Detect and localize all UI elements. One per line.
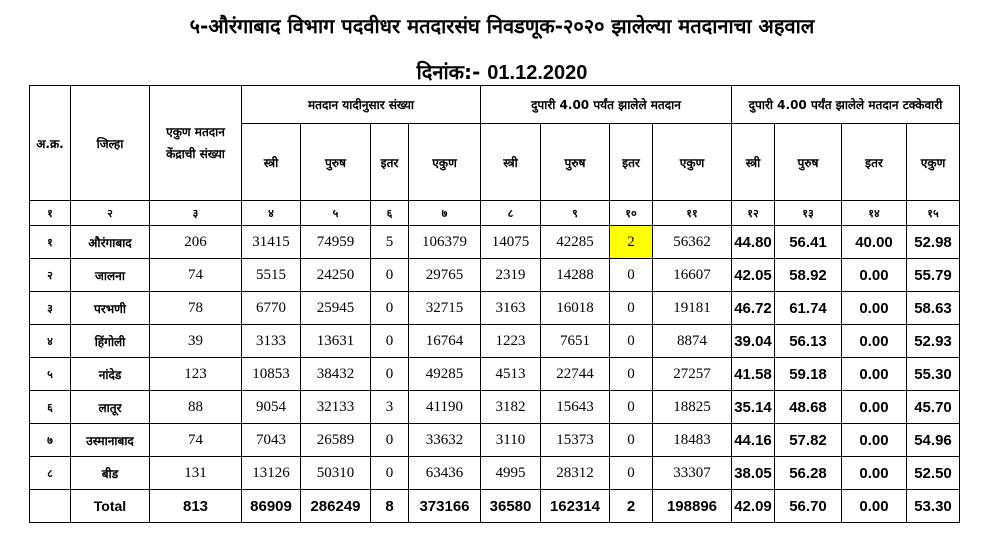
- row-v-f: 13126: [242, 457, 301, 490]
- total-p-t: 198896: [653, 490, 732, 523]
- row-centres: 74: [150, 259, 242, 292]
- row-p-m: 14288: [541, 259, 610, 292]
- row-pc-o: 0.00: [842, 424, 907, 457]
- row-district: लातूर: [71, 391, 150, 424]
- column-index: ८: [481, 201, 541, 226]
- header-percent-till-4pm: दुपारी 4.00 पर्यंत झालेले मतदान टक्केवारी: [732, 86, 960, 124]
- row-pc-m: 56.41: [775, 226, 842, 259]
- row-p-m: 22744: [541, 358, 610, 391]
- header-other: इतर: [371, 124, 409, 201]
- header-female: स्त्री: [481, 124, 541, 201]
- row-centres: 206: [150, 226, 242, 259]
- column-index: ४: [242, 201, 301, 226]
- table-row: [30, 325, 960, 358]
- row-sr-no: २: [30, 259, 71, 292]
- column-index: ७: [409, 201, 481, 226]
- total-v-m: 286249: [301, 490, 371, 523]
- row-pc-t: 45.70: [907, 391, 960, 424]
- total-pc-o: 0.00: [842, 490, 907, 523]
- row-v-o: 0: [371, 358, 409, 391]
- row-pc-o: 0.00: [842, 358, 907, 391]
- row-v-f: 6770: [242, 292, 301, 325]
- row-v-f: 31415: [242, 226, 301, 259]
- column-index: १४: [842, 201, 907, 226]
- row-pc-f: 35.14: [732, 391, 775, 424]
- row-p-o: 2: [610, 226, 653, 259]
- table-row: [30, 292, 960, 325]
- row-v-o: 0: [371, 259, 409, 292]
- row-v-o: 5: [371, 226, 409, 259]
- row-p-t: 18825: [653, 391, 732, 424]
- column-index: १२: [732, 201, 775, 226]
- row-district: बीड: [71, 457, 150, 490]
- row-v-m: 13631: [301, 325, 371, 358]
- header-total: एकुण: [907, 124, 960, 201]
- total-pc-f: 42.09: [732, 490, 775, 523]
- row-v-m: 32133: [301, 391, 371, 424]
- row-v-t: 106379: [409, 226, 481, 259]
- row-p-m: 15643: [541, 391, 610, 424]
- header-male: पुरुष: [301, 124, 371, 201]
- header-other: इतर: [842, 124, 907, 201]
- report-date: [0, 58, 1004, 85]
- row-sr-no: ८: [30, 457, 71, 490]
- row-p-f: 3163: [481, 292, 541, 325]
- date-label: दिनांक:-: [416, 60, 481, 84]
- table-row: [30, 457, 960, 490]
- row-sr-no: ४: [30, 325, 71, 358]
- row-p-o: 0: [610, 424, 653, 457]
- row-p-f: 14075: [481, 226, 541, 259]
- row-pc-m: 56.28: [775, 457, 842, 490]
- row-pc-o: 0.00: [842, 292, 907, 325]
- column-index: २: [71, 201, 150, 226]
- row-pc-f: 44.80: [732, 226, 775, 259]
- row-v-t: 63436: [409, 457, 481, 490]
- row-pc-m: 56.13: [775, 325, 842, 358]
- row-pc-o: 0.00: [842, 325, 907, 358]
- total-pc-m: 56.70: [775, 490, 842, 523]
- row-centres: 88: [150, 391, 242, 424]
- column-index: १: [30, 201, 71, 226]
- row-v-f: 7043: [242, 424, 301, 457]
- total-p-o: 2: [610, 490, 653, 523]
- row-v-m: 50310: [301, 457, 371, 490]
- row-sr-no: १: [30, 226, 71, 259]
- row-p-t: 27257: [653, 358, 732, 391]
- row-district: उस्मानाबाद: [71, 424, 150, 457]
- date-value: 01.12.2020: [487, 62, 588, 84]
- row-pc-t: 52.50: [907, 457, 960, 490]
- row-sr-no: ३: [30, 292, 71, 325]
- row-p-m: 42285: [541, 226, 610, 259]
- report-title: ५-औरंगाबाद विभाग पदवीधर मतदारसंघ निवडणूक-२०२० झालेल्या मतदानाचा अहवाल: [189, 14, 815, 38]
- row-v-t: 49285: [409, 358, 481, 391]
- row-v-t: 29765: [409, 259, 481, 292]
- row-p-f: 4995: [481, 457, 541, 490]
- header-female: स्त्री: [732, 124, 775, 201]
- row-v-t: 41190: [409, 391, 481, 424]
- row-pc-o: 0.00: [842, 391, 907, 424]
- row-v-o: 0: [371, 292, 409, 325]
- total-centres: 813: [150, 490, 242, 523]
- row-p-f: 2319: [481, 259, 541, 292]
- row-p-o: 0: [610, 358, 653, 391]
- row-district: नांदेड: [71, 358, 150, 391]
- total-sr-blank: [30, 490, 71, 523]
- row-p-o: 0: [610, 325, 653, 358]
- row-p-f: 4513: [481, 358, 541, 391]
- header-other: इतर: [610, 124, 653, 201]
- polling-report-table: [29, 85, 960, 523]
- table-row: [30, 391, 960, 424]
- header-district: जिल्हा: [71, 86, 150, 201]
- row-pc-t: 55.30: [907, 358, 960, 391]
- table-row: [30, 259, 960, 292]
- row-v-f: 5515: [242, 259, 301, 292]
- header-female: स्त्री: [242, 124, 301, 201]
- column-index: १५: [907, 201, 960, 226]
- row-pc-t: 52.98: [907, 226, 960, 259]
- row-centres: 78: [150, 292, 242, 325]
- row-p-f: 3182: [481, 391, 541, 424]
- total-label: Total: [71, 490, 150, 523]
- row-pc-m: 59.18: [775, 358, 842, 391]
- row-p-o: 0: [610, 292, 653, 325]
- row-district: औरंगाबाद: [71, 226, 150, 259]
- row-p-t: 18483: [653, 424, 732, 457]
- row-pc-o: 0.00: [842, 259, 907, 292]
- total-v-f: 86909: [242, 490, 301, 523]
- header-male: पुरुष: [541, 124, 610, 201]
- row-pc-o: 40.00: [842, 226, 907, 259]
- column-index: ३: [150, 201, 242, 226]
- row-pc-m: 61.74: [775, 292, 842, 325]
- row-pc-f: 44.16: [732, 424, 775, 457]
- row-pc-o: 0.00: [842, 457, 907, 490]
- row-district: परभणी: [71, 292, 150, 325]
- row-p-m: 28312: [541, 457, 610, 490]
- column-index: १०: [610, 201, 653, 226]
- row-v-t: 32715: [409, 292, 481, 325]
- header-votes-till-4pm: दुपारी 4.00 पर्यंत झालेले मतदान: [481, 86, 732, 124]
- total-row: [30, 490, 960, 523]
- row-pc-f: 41.58: [732, 358, 775, 391]
- row-pc-t: 58.63: [907, 292, 960, 325]
- column-index: ९: [541, 201, 610, 226]
- row-v-f: 9054: [242, 391, 301, 424]
- total-pc-t: 53.30: [907, 490, 960, 523]
- row-sr-no: ५: [30, 358, 71, 391]
- column-index-row: [30, 201, 960, 226]
- row-centres: 123: [150, 358, 242, 391]
- row-v-m: 25945: [301, 292, 371, 325]
- row-pc-t: 54.96: [907, 424, 960, 457]
- row-v-o: 3: [371, 391, 409, 424]
- row-v-m: 24250: [301, 259, 371, 292]
- header-total: एकुण: [409, 124, 481, 201]
- row-v-o: 0: [371, 424, 409, 457]
- row-pc-f: 38.05: [732, 457, 775, 490]
- total-v-o: 8: [371, 490, 409, 523]
- row-v-m: 26589: [301, 424, 371, 457]
- row-centres: 131: [150, 457, 242, 490]
- row-p-f: 1223: [481, 325, 541, 358]
- row-v-o: 0: [371, 325, 409, 358]
- row-v-f: 3133: [242, 325, 301, 358]
- column-index: ६: [371, 201, 409, 226]
- row-v-t: 33632: [409, 424, 481, 457]
- row-district: हिंगोली: [71, 325, 150, 358]
- header-sr-no: अ.क्र.: [30, 86, 71, 201]
- row-centres: 74: [150, 424, 242, 457]
- row-sr-no: ६: [30, 391, 71, 424]
- row-p-t: 56362: [653, 226, 732, 259]
- row-v-m: 38432: [301, 358, 371, 391]
- row-v-m: 74959: [301, 226, 371, 259]
- row-p-t: 8874: [653, 325, 732, 358]
- row-p-m: 16018: [541, 292, 610, 325]
- total-p-f: 36580: [481, 490, 541, 523]
- table-row: [30, 226, 960, 259]
- row-pc-m: 58.92: [775, 259, 842, 292]
- row-p-o: 0: [610, 457, 653, 490]
- header-polling-centres: एकुण मतदान केंद्राची संख्या: [150, 86, 242, 201]
- row-pc-t: 55.79: [907, 259, 960, 292]
- row-sr-no: ७: [30, 424, 71, 457]
- row-p-o: 0: [610, 391, 653, 424]
- row-p-t: 19181: [653, 292, 732, 325]
- header-voter-list-count: मतदान यादीनुसार संख्या: [242, 86, 481, 124]
- row-district: जालना: [71, 259, 150, 292]
- row-v-o: 0: [371, 457, 409, 490]
- row-p-f: 3110: [481, 424, 541, 457]
- header-male: पुरुष: [775, 124, 842, 201]
- row-pc-f: 46.72: [732, 292, 775, 325]
- row-pc-m: 57.82: [775, 424, 842, 457]
- table-row: [30, 358, 960, 391]
- column-index: ५: [301, 201, 371, 226]
- row-centres: 39: [150, 325, 242, 358]
- row-v-f: 10853: [242, 358, 301, 391]
- row-pc-f: 39.04: [732, 325, 775, 358]
- row-p-t: 16607: [653, 259, 732, 292]
- column-index: १३: [775, 201, 842, 226]
- row-p-m: 15373: [541, 424, 610, 457]
- column-index: ११: [653, 201, 732, 226]
- row-pc-m: 48.68: [775, 391, 842, 424]
- row-p-m: 7651: [541, 325, 610, 358]
- table-row: [30, 424, 960, 457]
- row-pc-t: 52.93: [907, 325, 960, 358]
- row-p-t: 33307: [653, 457, 732, 490]
- total-v-t: 373166: [409, 490, 481, 523]
- row-p-o: 0: [610, 259, 653, 292]
- row-pc-f: 42.05: [732, 259, 775, 292]
- row-v-t: 16764: [409, 325, 481, 358]
- total-p-m: 162314: [541, 490, 610, 523]
- header-total: एकुण: [653, 124, 732, 201]
